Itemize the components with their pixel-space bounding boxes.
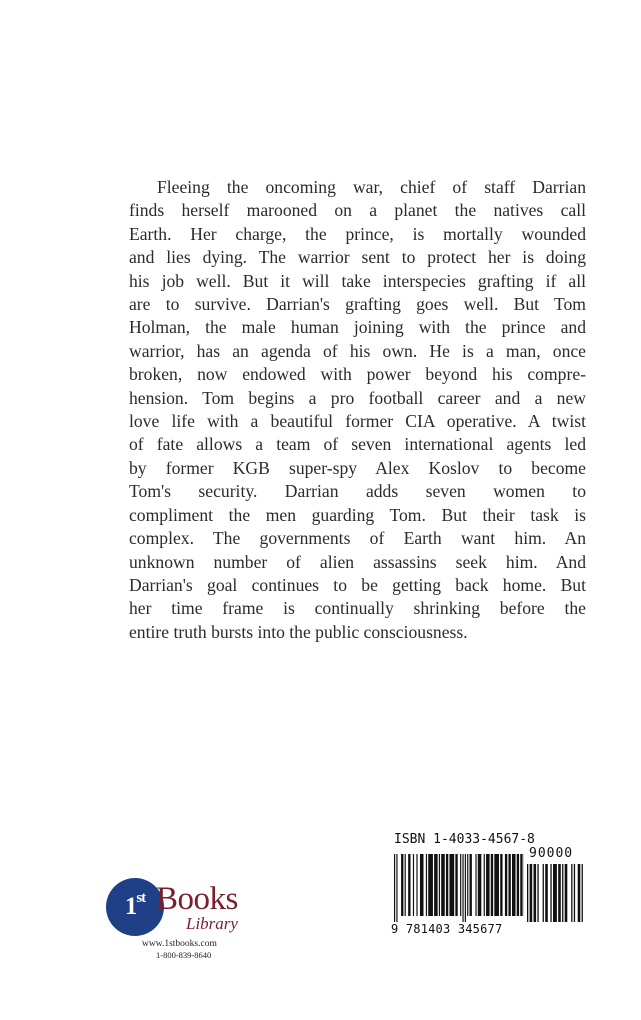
barcode-bar (530, 864, 533, 922)
blurb-line: Holman, the male human joining with the prince and (129, 317, 586, 338)
addon-digits: 90000 (529, 846, 574, 861)
barcode-bar (553, 864, 557, 922)
logo-books-wordmark: Books (156, 881, 238, 917)
barcode-bar (455, 854, 457, 916)
blurb-line: Darrian's goal continues to be getting back home. But (129, 574, 586, 595)
blurb-line: of fate allows a team of seven international agents led (129, 434, 586, 455)
barcode-bar (486, 854, 490, 916)
barcode-bar (574, 864, 575, 922)
barcode-bar (462, 854, 463, 922)
barcode-bar (550, 864, 551, 922)
barcode-bar (428, 854, 433, 916)
blurb-line: love life with a beautiful former CIA operative. A twist (129, 411, 586, 432)
blurb-line: finds herself marooned on a planet the natives call (129, 200, 586, 221)
barcode-bar (426, 854, 427, 916)
publisher-phone: 1-800-839-8640 (156, 950, 212, 960)
cover-blurb (129, 176, 586, 644)
blurb-line: warrior, has an agenda of his own. He is a man, once (129, 340, 586, 361)
blurb-line: broken, now endowed with power beyond his compre- (129, 364, 586, 385)
barcode-bar (467, 854, 468, 916)
barcode-bar (543, 864, 544, 922)
barcode-bar (478, 854, 482, 916)
barcode-bar (505, 854, 507, 916)
ean-barcode-bars (394, 854, 524, 922)
barcode-bar (494, 854, 499, 916)
blurb-line: complex. The governments of Earth want him. An (129, 528, 586, 549)
barcode-bar (434, 854, 438, 916)
barcode-bar (413, 854, 414, 916)
barcode-bar (408, 854, 410, 916)
barcode-bar (475, 854, 476, 916)
barcode-bar (508, 854, 510, 916)
barcode-bar (517, 854, 519, 916)
barcode-bar (537, 864, 538, 922)
blurb-line: his job well. But it will take interspecies grafting if all (129, 270, 586, 291)
addon-barcode-bars (527, 864, 583, 922)
blurb-line: are to survive. Darrian's grafting goes well. But Tom (129, 294, 586, 315)
blurb-line: unknown number of alien assassins seek him. And (129, 551, 586, 572)
barcode-bar (441, 854, 445, 916)
barcode-bar (527, 864, 528, 922)
barcode-bar (465, 854, 466, 922)
barcode-bar (582, 864, 583, 922)
barcode-bar (545, 864, 548, 922)
barcode-bar (420, 854, 424, 916)
logo-number: 1 (124, 893, 137, 920)
barcode-bar (449, 854, 454, 916)
isbn-barcode (390, 832, 590, 942)
logo-library-wordmark: Library (186, 914, 238, 933)
publisher-logo (106, 873, 256, 963)
barcode-bar (512, 854, 516, 916)
barcode-bar (405, 854, 406, 916)
barcode-bar (520, 854, 522, 916)
blurb-line: by former KGB super-spy Alex Koslov to become (129, 457, 586, 478)
blurb-line: Earth. Her charge, the prince, is mortally wounded (129, 223, 586, 244)
barcode-bar (562, 864, 563, 922)
blurb-line: Tom's security. Darrian adds seven women to (129, 481, 586, 502)
barcode-bar (470, 854, 472, 916)
barcode-bar (394, 854, 395, 922)
barcode-bar (571, 864, 572, 922)
barcode-bar (460, 854, 461, 916)
blurb-line: Fleeing the oncoming war, chief of staff Darrian (157, 177, 586, 197)
blurb-line: hension. Tom begins a pro football career and a new (129, 387, 586, 408)
barcode-bar (439, 854, 440, 916)
barcode-bar (484, 854, 485, 916)
blurb-line: her time frame is continually shrinking before the (129, 598, 586, 619)
publisher-website: www.1stbooks.com (142, 939, 217, 949)
barcode-bar (491, 854, 493, 916)
blurb-line: and lies dying. The warrior sent to protect her is doing (129, 247, 586, 268)
barcode-bar (578, 864, 581, 922)
isbn-label: ISBN 1-4033-4567-8 (394, 832, 535, 847)
barcode-bar (565, 864, 568, 922)
barcode-bar (534, 864, 537, 922)
blurb-line: compliment the men guarding Tom. But their task is (129, 504, 586, 525)
barcode-bar (446, 854, 448, 916)
logo-suffix: st (136, 890, 146, 906)
barcode-bar (416, 854, 417, 916)
barcode-bar (500, 854, 502, 916)
barcode-bar (401, 854, 403, 916)
ean-digits: 9 781403 345677 (391, 922, 503, 936)
blurb-line: entire truth bursts into the public consciousness. (129, 621, 468, 642)
barcode-bar (396, 854, 397, 922)
barcode-bar (558, 864, 561, 922)
